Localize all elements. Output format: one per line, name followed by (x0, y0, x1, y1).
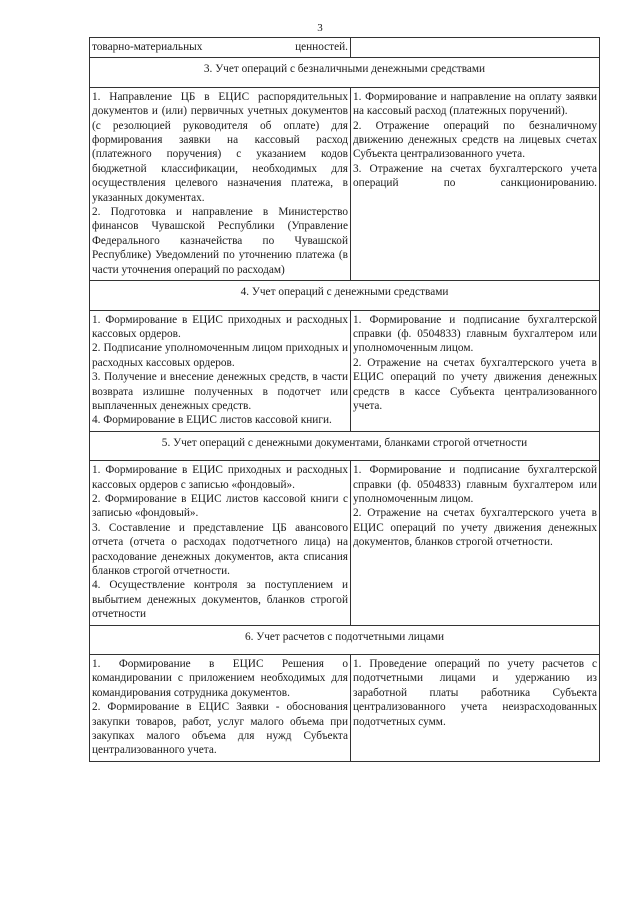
duty-item: 1. Направление ЦБ в ЕЦИС распорядительных документов и (или) первичных учетных документов (с резолюцией руководителя об оплате) для формирования заявки на кассовый расход (платежного поручения) с указанием кодов бюджетной классификации, необходимых для осуществления целевого назначения платежа, в указанных документах. (92, 90, 348, 204)
duty-item: 1. Проведение операций по учету расчетов с подотчетными лицами и удержанию из заработной платы работника Субъекта централизованного учета неизрасходованных подотчетных сумм. (353, 658, 597, 728)
section-content-row (90, 310, 600, 431)
duty-item: 1. Формирование в ЕЦИС приходных и расходных кассовых ордеров с записью «фондовый». (92, 464, 348, 491)
page-number: 3 (317, 22, 323, 34)
duty-item: 3. Отражение на счетах бухгалтерского учета операций по санкционированию. (353, 162, 597, 190)
cell-text: товарно-материальных ценностей. (92, 41, 348, 53)
duty-item: 2. Формирование в ЕЦИС Заявки - обоснования закупки товаров, работ, услуг малого объема при закупках малого объема для нужд Субъекта централизованного учета. (92, 701, 348, 757)
section-content-row (90, 87, 600, 280)
accounting-duties-cell (351, 310, 600, 431)
section-title: 4. Учет операций с денежными средствами (90, 281, 600, 310)
duty-item: 2. Отражение операций по безналичному движению денежных средств на лицевых счетах Субъекта централизованного учета. (353, 119, 597, 161)
center-duties-cell (90, 655, 351, 762)
continuation-left-cell (90, 38, 351, 58)
duty-item: 1. Формирование и подписание бухгалтерской справки (ф. 0504833) главным бухгалтером или уполномоченным лицом. (353, 464, 597, 505)
section-title: 5. Учет операций с денежными документами, бланками строгой отчетности (90, 431, 600, 460)
section-header-row (90, 58, 600, 87)
duty-item: 2. Отражение на счетах бухгалтерского учета в ЕЦИС операций по учету движения денежных средств в кассе Субъекта централизованного учета. (353, 356, 597, 412)
duty-item: 1. Формирование в ЕЦИС приходных и расходных кассовых ордеров. (92, 313, 348, 340)
continuation-right-cell (351, 38, 600, 58)
section-header-row (90, 625, 600, 654)
duty-item: 2. Отражение на счетах бухгалтерского учета в ЕЦИС операций по учету движения денежных документов, бланков строгой отчетности. (353, 507, 597, 549)
section-title: 3. Учет операций с безналичными денежными средствами (90, 58, 600, 87)
responsibility-table (89, 37, 600, 762)
duty-item: 3. Получение и внесение денежных средств, в части возврата излишне полученных в подотчет или выплаченных денежных средств. (92, 371, 348, 412)
duty-item: 4. Осуществление контроля за поступлением и выбытием денежных документов, бланков строгой отчетности (92, 579, 348, 621)
accounting-duties-cell (351, 87, 600, 280)
duty-item: 1. Формирование и подписание бухгалтерской справки (ф. 0504833) главным бухгалтером или уполномоченным лицом. (353, 313, 597, 355)
section-header-row (90, 281, 600, 310)
center-duties-cell (90, 310, 351, 431)
section-content-row (90, 655, 600, 762)
continuation-row (90, 38, 600, 58)
accounting-duties-cell (351, 655, 600, 762)
duty-item: 2. Формирование в ЕЦИС листов кассовой книги с записью «фондовый». (92, 492, 348, 520)
duty-item: 3. Составление и представление ЦБ авансового отчета (отчета о расходах подотчетного лица) на расходование денежных документов, акта списания бланков строгой отчетности. (92, 521, 348, 577)
duty-item: 2. Подготовка и направление в Министерство финансов Чувашской Республики (Управление Федерального казначейства по Чувашской Республике) Уведомлений по уточнению платежа (в части уточнения операций по расходам) (92, 206, 348, 276)
center-duties-cell (90, 461, 351, 625)
duty-item: 1. Формирование и направление на оплату заявки на кассовый расход (платежных поручений). (353, 90, 597, 118)
duty-item: 2. Подписание уполномоченным лицом приходных и расходных кассовых ордеров. (92, 342, 348, 369)
duty-item: 4. Формирование в ЕЦИС листов кассовой книги. (92, 414, 332, 427)
center-duties-cell (90, 87, 351, 280)
section-title: 6. Учет расчетов с подотчетными лицами (90, 625, 600, 654)
accounting-duties-cell (351, 461, 600, 625)
duty-item: 1. Формирование в ЕЦИС Решения о командировании с приложением необходимых для командирования сотрудника документов. (92, 658, 348, 699)
section-content-row (90, 461, 600, 625)
section-header-row (90, 431, 600, 460)
